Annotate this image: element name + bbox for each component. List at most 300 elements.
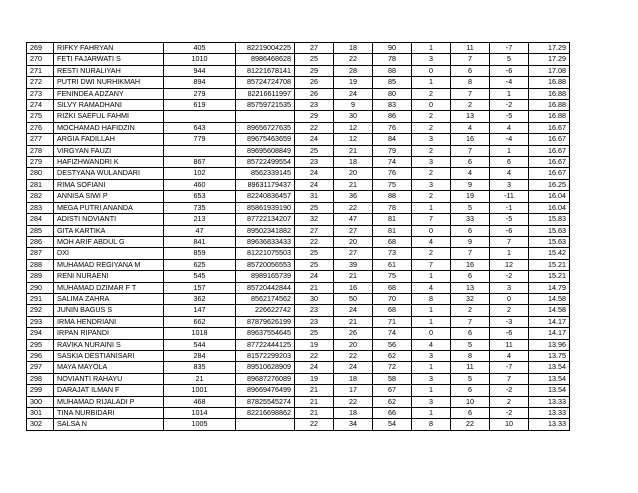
table-cell: 68 — [373, 282, 412, 293]
table-cell: DXI — [54, 248, 164, 259]
table-cell: 25 — [295, 248, 334, 259]
table-cell: 284 — [27, 214, 54, 225]
table-cell: 81221075503 — [236, 248, 295, 259]
table-cell: 16.67 — [529, 134, 570, 145]
table-cell: 102 — [164, 168, 236, 179]
table-cell: 21 — [295, 408, 334, 419]
table-cell: 23 — [295, 157, 334, 168]
table-cell: 5 — [451, 202, 490, 213]
table-row — [27, 396, 570, 407]
table-cell: 27 — [334, 248, 373, 259]
table-cell: 1005 — [164, 419, 236, 430]
table-cell: 9 — [334, 100, 373, 111]
table-cell: 82240836457 — [236, 191, 295, 202]
table-cell: 15.21 — [529, 259, 570, 270]
table-cell: 18 — [334, 373, 373, 384]
table-cell: 284 — [164, 350, 236, 361]
table-cell: 72 — [373, 362, 412, 373]
table-cell: 8986468628 — [236, 54, 295, 65]
table-cell: 0 — [412, 65, 451, 76]
table-cell: 278 — [27, 145, 54, 156]
table-cell: 26 — [295, 77, 334, 88]
table-cell: 24 — [295, 362, 334, 373]
table-cell: 26 — [334, 328, 373, 339]
table-cell: 21 — [295, 282, 334, 293]
table-cell: 82216611997 — [236, 88, 295, 99]
table-cell: 405 — [164, 43, 236, 54]
table-cell: 87722444125 — [236, 339, 295, 350]
table-cell: 22 — [295, 236, 334, 247]
table-cell: 297 — [27, 362, 54, 373]
table-cell: 2 — [412, 88, 451, 99]
table-cell: 292 — [27, 305, 54, 316]
results-table-body — [27, 43, 570, 431]
table-cell: 7 — [451, 54, 490, 65]
table-cell: 27 — [295, 225, 334, 236]
table-cell: 23 — [295, 100, 334, 111]
table-cell: 16.67 — [529, 145, 570, 156]
table-cell: 662 — [164, 316, 236, 327]
table-row — [27, 419, 570, 430]
table-cell: 6 — [451, 271, 490, 282]
table-cell: FETI FAJARWATI S — [54, 54, 164, 65]
table-cell: 8989165739 — [236, 271, 295, 282]
table-cell: 2 — [490, 305, 529, 316]
table-cell: TINA NURBIDARI — [54, 408, 164, 419]
table-cell: 34 — [334, 419, 373, 430]
table-row — [27, 350, 570, 361]
table-cell: SASKIA DESTIANISARI — [54, 350, 164, 361]
table-cell: 1 — [412, 362, 451, 373]
table-cell: 544 — [164, 339, 236, 350]
table-cell: 4 — [490, 168, 529, 179]
table-cell: JUNIN BAGUS S — [54, 305, 164, 316]
table-row — [27, 111, 570, 122]
table-cell: 22 — [334, 202, 373, 213]
table-cell: 17.08 — [529, 65, 570, 76]
table-cell: 362 — [164, 293, 236, 304]
table-cell: SALSA N — [54, 419, 164, 430]
table-cell: 89631179437 — [236, 179, 295, 190]
table-cell: 86 — [373, 111, 412, 122]
table-cell: 7 — [451, 316, 490, 327]
table-cell: 26 — [295, 88, 334, 99]
table-cell: 66 — [373, 408, 412, 419]
table-cell: 1014 — [164, 408, 236, 419]
table-cell: 1 — [412, 202, 451, 213]
table-row — [27, 236, 570, 247]
table-cell: 4 — [412, 339, 451, 350]
table-cell: 14.58 — [529, 293, 570, 304]
table-cell: 39 — [334, 259, 373, 270]
table-cell: 460 — [164, 179, 236, 190]
table-cell: MOH ARIF ABDUL G — [54, 236, 164, 247]
table-cell: 85 — [373, 77, 412, 88]
table-cell: 36 — [334, 191, 373, 202]
table-cell: 9 — [451, 236, 490, 247]
table-cell: 282 — [27, 191, 54, 202]
table-cell: 88 — [373, 65, 412, 76]
table-cell: 5 — [451, 339, 490, 350]
table-cell: 13.54 — [529, 362, 570, 373]
table-cell: 8562174562 — [236, 293, 295, 304]
table-cell: 22 — [295, 419, 334, 430]
table-cell: 54 — [373, 419, 412, 430]
table-cell: -7 — [490, 43, 529, 54]
table-cell: 1 — [412, 316, 451, 327]
table-cell: 3 — [412, 134, 451, 145]
table-cell: 27 — [334, 225, 373, 236]
table-cell: ADISTI NOVIANTI — [54, 214, 164, 225]
table-cell: 283 — [27, 202, 54, 213]
table-cell: 299 — [27, 385, 54, 396]
table-cell: 90 — [373, 43, 412, 54]
table-cell: 6 — [490, 157, 529, 168]
table-cell: 653 — [164, 191, 236, 202]
table-cell: 16.04 — [529, 191, 570, 202]
table-cell: 89695608849 — [236, 145, 295, 156]
table-cell: 29 — [295, 111, 334, 122]
table-cell: IRPAN RIPANDI — [54, 328, 164, 339]
table-cell: 7 — [451, 248, 490, 259]
table-cell: 735 — [164, 202, 236, 213]
table-row — [27, 339, 570, 350]
table-cell: 17 — [334, 385, 373, 396]
table-cell: 226622742 — [236, 305, 295, 316]
table-row — [27, 179, 570, 190]
table-cell: 7 — [490, 236, 529, 247]
table-cell: 13.54 — [529, 373, 570, 384]
table-cell: 2 — [412, 145, 451, 156]
table-row — [27, 293, 570, 304]
table-cell: MUHAMAD DZIMAR F T — [54, 282, 164, 293]
table-cell: 294 — [27, 328, 54, 339]
table-cell: 625 — [164, 259, 236, 270]
table-cell: RIMA SOFIANI — [54, 179, 164, 190]
table-cell: 273 — [27, 88, 54, 99]
table-cell: 74 — [373, 328, 412, 339]
table-cell: MAYA MAYOLA — [54, 362, 164, 373]
table-row — [27, 282, 570, 293]
table-cell: RENI NURAENI — [54, 271, 164, 282]
table-cell — [164, 145, 236, 156]
table-cell: -6 — [490, 65, 529, 76]
table-row — [27, 259, 570, 270]
table-cell: 296 — [27, 350, 54, 361]
table-cell: GITA KARTIKA — [54, 225, 164, 236]
table-cell: 4 — [412, 236, 451, 247]
table-row — [27, 65, 570, 76]
table-cell: 25 — [295, 259, 334, 270]
table-cell: 7 — [451, 145, 490, 156]
table-cell: 18 — [334, 157, 373, 168]
table-cell: 85861939190 — [236, 202, 295, 213]
table-cell: 30 — [334, 111, 373, 122]
table-cell: 68 — [373, 305, 412, 316]
table-cell: 62 — [373, 396, 412, 407]
table-row — [27, 408, 570, 419]
table-cell: 271 — [27, 65, 54, 76]
table-cell: 21 — [295, 396, 334, 407]
table-cell: 289 — [27, 271, 54, 282]
table-cell: 81572299203 — [236, 350, 295, 361]
table-cell: 16.67 — [529, 122, 570, 133]
table-cell: 8562339145 — [236, 168, 295, 179]
table-cell: 290 — [27, 282, 54, 293]
table-cell: -2 — [490, 408, 529, 419]
table-row — [27, 225, 570, 236]
table-cell: -11 — [490, 191, 529, 202]
table-cell: MUHAMAD RIJALADI P — [54, 396, 164, 407]
table-cell: 76 — [373, 168, 412, 179]
table-row — [27, 54, 570, 65]
table-cell: 279 — [164, 88, 236, 99]
table-cell: RAVIKA NURAINI S — [54, 339, 164, 350]
table-cell: 21 — [334, 316, 373, 327]
table-cell: 24 — [295, 271, 334, 282]
table-cell: 17.29 — [529, 43, 570, 54]
table-cell: 295 — [27, 339, 54, 350]
table-cell: 285 — [27, 225, 54, 236]
table-cell: 6 — [451, 328, 490, 339]
table-cell: 80 — [373, 88, 412, 99]
table-cell: 0 — [490, 293, 529, 304]
table-cell: 20 — [334, 168, 373, 179]
table-cell: 1001 — [164, 385, 236, 396]
table-row — [27, 271, 570, 282]
table-cell: IRMA HENDRIANI — [54, 316, 164, 327]
table-cell: 32 — [295, 214, 334, 225]
table-cell: 23 — [295, 316, 334, 327]
table-cell: 6 — [451, 65, 490, 76]
table-cell: 33 — [451, 214, 490, 225]
table-cell: 85724724708 — [236, 77, 295, 88]
table-cell: 276 — [27, 122, 54, 133]
table-row — [27, 157, 570, 168]
table-cell: 15.21 — [529, 271, 570, 282]
table-cell: 19 — [295, 339, 334, 350]
table-cell: DESTYANA WULANDARI — [54, 168, 164, 179]
table-cell: 18 — [334, 43, 373, 54]
table-cell: 83 — [373, 100, 412, 111]
table-cell: 19 — [451, 191, 490, 202]
table-cell: 82216698862 — [236, 408, 295, 419]
table-cell: 82219004225 — [236, 43, 295, 54]
table-cell: 1 — [412, 305, 451, 316]
table-cell: 24 — [295, 179, 334, 190]
table-row — [27, 248, 570, 259]
table-cell: 89637554645 — [236, 328, 295, 339]
table-cell: 16.88 — [529, 111, 570, 122]
table-cell: MUHAMAD REGIYANA M — [54, 259, 164, 270]
table-cell: 8 — [451, 350, 490, 361]
table-cell: 21 — [334, 271, 373, 282]
table-cell: 62 — [373, 350, 412, 361]
table-row — [27, 328, 570, 339]
table-cell: 281 — [27, 179, 54, 190]
table-cell: RESTI NURALIYAH — [54, 65, 164, 76]
table-cell: 81 — [373, 214, 412, 225]
table-cell: 8 — [412, 293, 451, 304]
table-cell: 81221678141 — [236, 65, 295, 76]
table-cell: ARGIA FADILLAH — [54, 134, 164, 145]
table-cell: SILVY RAMADHANI — [54, 100, 164, 111]
table-cell: -4 — [490, 77, 529, 88]
table-cell: 21 — [334, 179, 373, 190]
table-cell: 301 — [27, 408, 54, 419]
table-cell: -1 — [490, 202, 529, 213]
table-cell: 944 — [164, 65, 236, 76]
table-cell: -3 — [490, 316, 529, 327]
table-cell: 16 — [451, 134, 490, 145]
table-cell: 841 — [164, 236, 236, 247]
table-cell: 8 — [412, 419, 451, 430]
table-cell: 894 — [164, 77, 236, 88]
table-cell: 16 — [451, 259, 490, 270]
table-cell: 298 — [27, 373, 54, 384]
table-cell: 269 — [27, 43, 54, 54]
table-cell: 13 — [451, 111, 490, 122]
table-cell: 1 — [412, 271, 451, 282]
table-cell: 14.79 — [529, 282, 570, 293]
table-cell: 16.04 — [529, 202, 570, 213]
table-cell: 21 — [295, 385, 334, 396]
table-row — [27, 214, 570, 225]
table-cell: 275 — [27, 111, 54, 122]
table-cell: 30 — [295, 293, 334, 304]
table-row — [27, 316, 570, 327]
table-row — [27, 77, 570, 88]
table-cell: 1 — [412, 77, 451, 88]
table-cell: 2 — [412, 111, 451, 122]
table-cell: 280 — [27, 168, 54, 179]
table-cell: 4 — [451, 168, 490, 179]
table-row — [27, 134, 570, 145]
table-cell: 79 — [373, 145, 412, 156]
table-cell: 5 — [490, 54, 529, 65]
table-cell: 12 — [334, 122, 373, 133]
table-cell: RIFKY FAHRYAN — [54, 43, 164, 54]
table-cell: 16.25 — [529, 179, 570, 190]
table-cell: 4 — [490, 350, 529, 361]
table-cell: 147 — [164, 305, 236, 316]
table-cell: 287 — [27, 248, 54, 259]
table-cell: 11 — [451, 362, 490, 373]
table-cell: -5 — [490, 214, 529, 225]
table-cell: HAFIZHWANDRI K — [54, 157, 164, 168]
table-cell: -2 — [490, 271, 529, 282]
table-cell: 2 — [412, 248, 451, 259]
table-cell: 6 — [451, 225, 490, 236]
table-cell: 13.54 — [529, 385, 570, 396]
table-cell: 3 — [412, 54, 451, 65]
table-cell: 13.96 — [529, 339, 570, 350]
table-cell: 61 — [373, 259, 412, 270]
table-cell: 89502341882 — [236, 225, 295, 236]
table-cell: 29 — [295, 65, 334, 76]
table-cell: MOCHAMAD HAFIDZIN — [54, 122, 164, 133]
table-cell: 19 — [295, 373, 334, 384]
table-cell: 17.29 — [529, 54, 570, 65]
table-cell: 5 — [451, 373, 490, 384]
table-cell: 13 — [451, 282, 490, 293]
table-cell: 16.67 — [529, 157, 570, 168]
table-cell: 3 — [412, 350, 451, 361]
table-cell: 277 — [27, 134, 54, 145]
table-cell: 22 — [295, 350, 334, 361]
table-cell: 1 — [490, 145, 529, 156]
table-cell: 213 — [164, 214, 236, 225]
table-row — [27, 145, 570, 156]
table-cell: -5 — [490, 111, 529, 122]
table-cell: DARAJAT ILMAN F — [54, 385, 164, 396]
table-cell: 25 — [295, 54, 334, 65]
table-cell: 24 — [295, 168, 334, 179]
table-cell: 13.33 — [529, 419, 570, 430]
table-cell: 288 — [27, 259, 54, 270]
table-row — [27, 305, 570, 316]
table-cell: 88 — [373, 191, 412, 202]
table-cell: 1 — [412, 408, 451, 419]
table-cell: 89675463659 — [236, 134, 295, 145]
table-cell: 2 — [490, 396, 529, 407]
table-cell: 0 — [412, 328, 451, 339]
table-cell: 6 — [451, 385, 490, 396]
table-cell: 1 — [490, 248, 529, 259]
table-cell: 1018 — [164, 328, 236, 339]
table-cell: 89656727635 — [236, 122, 295, 133]
table-cell: 10 — [490, 419, 529, 430]
table-cell: 25 — [295, 145, 334, 156]
table-cell: 3 — [412, 179, 451, 190]
table-cell: 2 — [412, 168, 451, 179]
table-cell: 89510628909 — [236, 362, 295, 373]
table-cell: 67 — [373, 385, 412, 396]
table-cell: 47 — [334, 214, 373, 225]
table-cell: 13.33 — [529, 408, 570, 419]
table-cell: 1010 — [164, 54, 236, 65]
table-cell: 16.67 — [529, 168, 570, 179]
table-cell: 87879626199 — [236, 316, 295, 327]
table-cell: 78 — [373, 202, 412, 213]
table-row — [27, 362, 570, 373]
table-cell: -6 — [490, 328, 529, 339]
table-cell: 4 — [490, 122, 529, 133]
table-row — [27, 385, 570, 396]
table-cell: 272 — [27, 77, 54, 88]
table-cell: 28 — [334, 65, 373, 76]
table-cell: 3 — [412, 396, 451, 407]
table-cell: 7 — [412, 259, 451, 270]
table-cell: 4 — [412, 282, 451, 293]
table-cell: 22 — [295, 122, 334, 133]
table-cell: 3 — [412, 157, 451, 168]
table-cell: 11 — [451, 43, 490, 54]
table-cell: 7 — [412, 214, 451, 225]
table-cell: 15.63 — [529, 236, 570, 247]
table-cell: 619 — [164, 100, 236, 111]
table-cell: 32 — [451, 293, 490, 304]
table-cell: 157 — [164, 282, 236, 293]
table-cell: 75 — [373, 179, 412, 190]
table-cell: MEGA PUTRI ANANDA — [54, 202, 164, 213]
table-cell: 643 — [164, 122, 236, 133]
table-cell: 14.17 — [529, 328, 570, 339]
table-cell: 58 — [373, 373, 412, 384]
table-cell: 56 — [373, 339, 412, 350]
table-cell: 779 — [164, 134, 236, 145]
table-cell: 0 — [412, 225, 451, 236]
